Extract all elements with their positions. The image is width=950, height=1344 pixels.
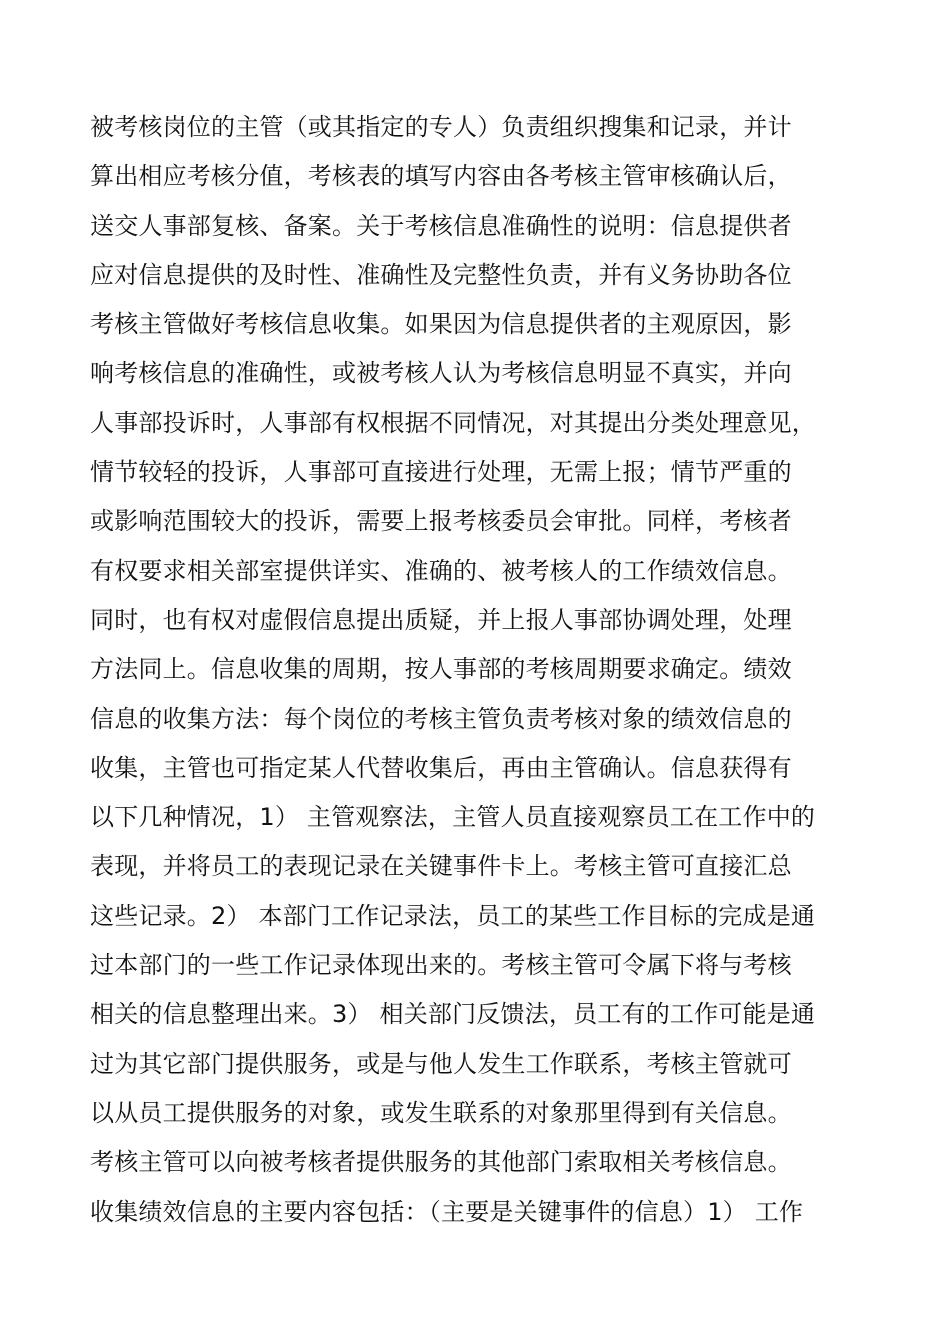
text-line: 收集，主管也可指定某人代替收集后，再由主管确认。信息获得有 — [90, 753, 792, 782]
text-line: 过本部门的一些工作记录体现出来的。考核主管可令属下将与考核 — [90, 951, 792, 980]
text-line: 过为其它部门提供服务，或是与他人发生工作联系，考核主管就可 — [90, 1049, 792, 1078]
text-line: 或影响范围较大的投诉，需要上报考核委员会审批。同样，考核者 — [90, 507, 792, 536]
body-text — [90, 103, 870, 1237]
text-line: 同时，也有权对虚假信息提出质疑，并上报人事部协调处理，处理 — [90, 605, 792, 634]
text-line: 收集绩效信息的主要内容包括：（主要是关键事件的信息）1） 工作 — [90, 1197, 804, 1226]
text-line: 算出相应考核分值，考核表的填写内容由各考核主管审核确认后， — [90, 162, 792, 191]
text-line: 表现，并将员工的表现记录在关键事件卡上。考核主管可直接汇总 — [90, 852, 792, 881]
text-line: 送交人事部复核、备案。关于考核信息准确性的说明：信息提供者 — [90, 211, 792, 240]
text-line: 以从员工提供服务的对象，或发生联系的对象那里得到有关信息。 — [90, 1098, 792, 1127]
text-line: 相关的信息整理出来。3） 相关部门反馈法，员工有的工作可能是通 — [90, 1000, 816, 1029]
text-line: 被考核岗位的主管（或其指定的专人）负责组织搜集和记录，并计 — [90, 113, 792, 141]
text-line: 考核主管可以向被考核者提供服务的其他部门索取相关考核信息。 — [90, 1148, 792, 1177]
text-line: 以下几种情况，1） 主管观察法，主管人员直接观察员工在工作中的 — [90, 803, 816, 832]
text-line: 信息的收集方法：每个岗位的考核主管负责考核对象的绩效信息的 — [90, 704, 792, 733]
text-line: 这些记录。2） 本部门工作记录法，员工的某些工作目标的完成是通 — [90, 901, 816, 930]
text-line: 方法同上。信息收集的周期，按人事部的考核周期要求确定。绩效 — [90, 655, 792, 684]
text-line: 有权要求相关部室提供详实、准确的、被考核人的工作绩效信息。 — [90, 556, 792, 585]
text-line: 响考核信息的准确性，或被考核人认为考核信息明显不真实，并向 — [90, 359, 792, 388]
text-line: 考核主管做好考核信息收集。如果因为信息提供者的主观原因，影 — [90, 310, 792, 339]
text-line: 情节较轻的投诉，人事部可直接进行处理，无需上报；情节严重的 — [90, 458, 792, 487]
text-line: 应对信息提供的及时性、准确性及完整性负责，并有义务协助各位 — [90, 260, 792, 289]
text-line: 人事部投诉时，人事部有权根据不同情况，对其提出分类处理意见， — [90, 408, 816, 437]
